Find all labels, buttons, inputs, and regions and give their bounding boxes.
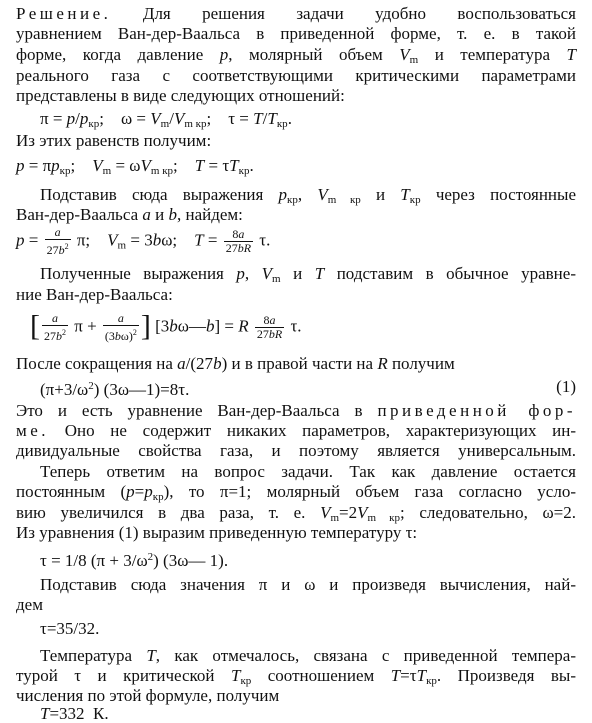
line-7: Подставив сюда выражения $p_{кр}$, $V_{m кр}$ и $T_{кр}$ через постоянные [40, 185, 576, 206]
line-18: Из уравнения (1) выразим приведенную температуру τ: [16, 523, 418, 542]
line-20: дем [16, 595, 43, 614]
equation-result: T=332 К. [40, 704, 109, 723]
equation-reduced: $(\pi+3/\omega^2)$ (3ω—1)=8τ. [40, 380, 190, 399]
equation-substitution: p = $\frac{a}{27b^2}$ π; $V_m = 3b\omega$; T = $\frac{8a}{27bR}$ τ. [16, 225, 271, 257]
solution-label: Решение. [16, 4, 112, 23]
equation-tau-value: τ=35/32. [40, 619, 100, 638]
line-22: турой τ и критической $T_{кр}$ соотношением $T=\tau T_{кр}$. Произведя вы- [16, 666, 576, 687]
line-10: ние Ван-дер-Ваальса: [16, 285, 173, 304]
line-2: уравнением Ван-дер-Ваальса в приведенной форме, т. е. в такой [16, 24, 576, 43]
line-3: форме, когда давление p, молярный объем $V_m$ и температура T [16, 45, 576, 66]
line-1: Решение. Для решения задачи удобно воспользоваться [16, 4, 576, 23]
line-6: Из этих равенств получим: [16, 131, 212, 150]
line-21: Температура T, как отмечалось, связана с приведенной темпера- [40, 646, 576, 665]
line-17: вию увеличился в два раза, т. е. $V_m=2V_{m кр}$; следовательно, ω=2. [16, 503, 577, 524]
equation-tau: τ = 1/8 $(\pi + 3/\omega^2)$ (3ω— 1). [40, 551, 229, 570]
line-5: представлены в виде следующих отношений: [16, 86, 345, 105]
line-15: Теперь ответим на вопрос задачи. Так как давление остается [40, 462, 576, 481]
line-11: После сокращения на a/(27b) и в правой части на R получим [16, 354, 455, 373]
equation-vdw-substituted: [ $\frac{a}{27b^2}$ π + $\frac{a}{(3b\omega)^2}$ ] [3bω—b] = R $\frac{8a}{27bR}$ τ. [30, 309, 302, 343]
line-13: ме. Оно не содержит никаких параметров, характеризующих ин- [16, 421, 576, 440]
line-8: Ван-дер-Ваальса a и b, найдем: [16, 205, 243, 224]
line-12: Это и есть уравнение Ван-дер-Ваальса в приведенной фор- [16, 401, 576, 420]
equation-number: (1) [556, 377, 576, 396]
line-9: Полученные выражения p, $V_m$ и T подставим в обычное уравне- [40, 264, 576, 285]
line-16: постоянным $(p=p_{кр})$, то π=1; молярный объем газа согласно усло- [16, 482, 576, 503]
line-4: реального газа с соответствующими критическими параметрами [16, 66, 576, 85]
line-19: Подставив сюда значения π и ω и произведя вычисления, най- [40, 575, 576, 594]
line-14: дивидуальные свойства газа, и поэтому является универсальным. [16, 441, 576, 460]
equation-inverse: $p = \pi p_{кр}$; $V_m = \omega V_{m кр}$; $T = \tau T_{кр}$. [16, 156, 254, 177]
equation-ratios: $\pi = p/p_{кр}$; $\omega = V_m/V_{m кр}$; $\tau = T/T_{кр}$. [40, 109, 292, 130]
line-23: числения по этой формуле, получим [16, 686, 280, 705]
